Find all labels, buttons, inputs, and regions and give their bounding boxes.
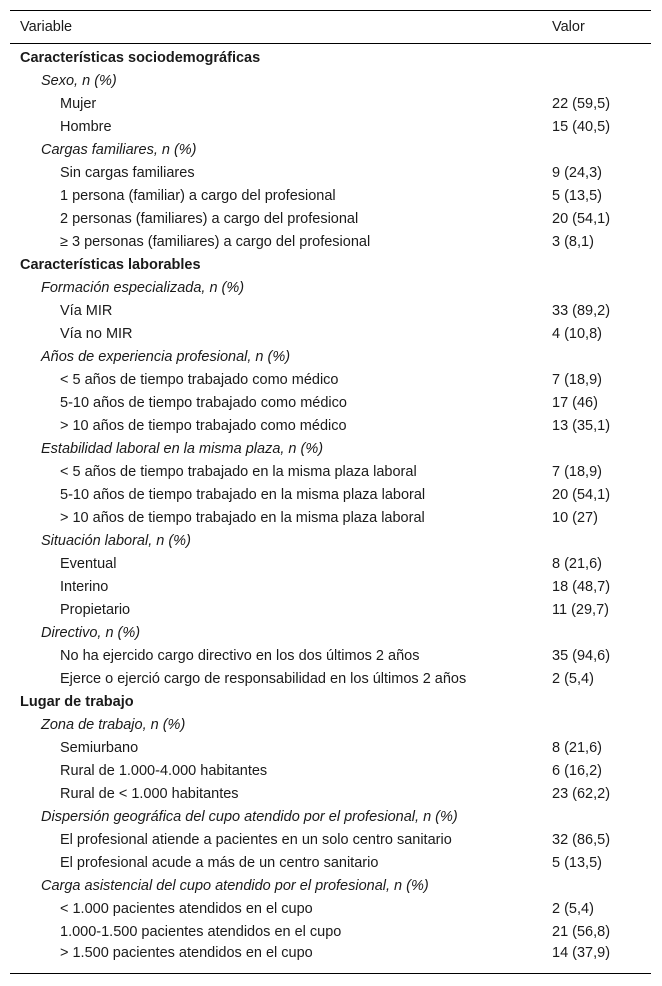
value-cell [552,690,651,713]
group-header-row [10,138,651,161]
variable-cell: 5-10 años de tiempo trabajado como médico [60,394,347,411]
section-header-row [10,690,651,713]
table-row [10,851,651,874]
value-cell: 2 (5,4) [552,670,594,687]
variable-cell: Situación laboral, n (%) [41,532,191,549]
variable-cell: Rural de < 1.000 habitantes [60,785,239,802]
variable-cell: > 10 años de tiempo trabajado como médico [60,417,347,434]
value-cell: 13 (35,1) [552,417,611,434]
value-cell: 33 (89,2) [552,302,611,319]
value-cell: 11 (29,7) [552,601,609,618]
group-header-row [10,69,651,92]
value-cell [552,437,651,460]
value-cell: 7 (18,9) [552,463,602,480]
table-row [10,598,651,621]
variable-cell: ≥ 3 personas (familiares) a cargo del profesional [60,233,371,250]
variable-cell: Propietario [60,601,131,618]
variable-cell: < 5 años de tiempo trabajado en la misma plaza laboral [60,463,417,480]
value-cell: 14 (37,9) [552,943,651,974]
value-cell: 3 (8,1) [552,233,594,250]
value-cell: 8 (21,6) [552,739,602,756]
value-cell: 18 (48,7) [552,578,611,595]
table-row [10,414,651,437]
variable-cell: Dispersión geográfica del cupo atendido por el profesional, n (%) [41,808,458,825]
value-cell: 15 (40,5) [552,118,611,135]
value-cell: 20 (54,1) [552,210,611,227]
variable-cell: Formación especializada, n (%) [41,279,245,296]
group-header-row [10,276,651,299]
table-row [10,828,651,851]
variable-cell: Sexo, n (%) [41,72,117,89]
table-header [10,11,651,44]
variable-cell: Características laborables [20,256,201,273]
variable-cell: Rural de 1.000-4.000 habitantes [60,762,268,779]
variable-cell: Vía MIR [60,302,113,319]
value-cell [552,253,651,276]
variable-cell: Zona de trabajo, n (%) [41,716,186,733]
group-header-row [10,713,651,736]
group-header-row [10,437,651,460]
value-cell [552,874,651,897]
table-row [10,897,651,920]
variable-cell: Cargas familiares, n (%) [41,141,197,158]
variable-cell: < 1.000 pacientes atendidos en el cupo [60,900,313,917]
table-row [10,184,651,207]
table-row [10,115,651,138]
table-row [10,506,651,529]
table-row [10,391,651,414]
table-row [10,575,651,598]
table-row [10,943,651,974]
variable-cell: Vía no MIR [60,325,133,342]
variable-cell: Carga asistencial del cupo atendido por el profesional, n (%) [41,877,429,894]
value-cell: 2 (5,4) [552,900,594,917]
column-header-valor: Valor [552,11,651,44]
header-row [10,11,651,44]
value-cell [552,529,651,552]
value-cell: 5 (13,5) [552,187,602,204]
value-cell: 10 (27) [552,509,598,526]
variable-cell: Lugar de trabajo [20,693,134,710]
table-row [10,667,651,690]
variable-cell: Hombre [60,118,112,135]
value-cell [552,621,651,644]
value-cell: 7 (18,9) [552,371,602,388]
variable-cell: Ejerce o ejerció cargo de responsabilidad en los últimos 2 años [60,670,467,687]
table-row [10,161,651,184]
variable-cell: 1.000-1.500 pacientes atendidos en el cupo [60,923,342,940]
table-row [10,207,651,230]
table-body [10,44,651,974]
variable-cell: Estabilidad laboral en la misma plaza, n (%) [41,440,324,457]
variable-cell: 1 persona (familiar) a cargo del profesional [60,187,336,204]
variable-cell: Interino [60,578,109,595]
variable-cell: Directivo, n (%) [41,624,141,641]
value-cell [552,69,651,92]
value-cell [552,44,651,70]
table-row [10,782,651,805]
variable-cell: Semiurbano [60,739,139,756]
table-row [10,552,651,575]
variable-cell: Características sociodemográficas [20,49,261,66]
table-row [10,230,651,253]
group-header-row [10,621,651,644]
variable-cell: 2 personas (familiares) a cargo del profesional [60,210,359,227]
group-header-row [10,529,651,552]
value-cell [552,713,651,736]
value-cell: 20 (54,1) [552,486,611,503]
value-cell: 8 (21,6) [552,555,602,572]
section-header-row [10,44,651,70]
value-cell: 21 (56,8) [552,923,611,940]
table-row [10,92,651,115]
variable-cell: El profesional acude a más de un centro sanitario [60,854,379,871]
value-cell [552,805,651,828]
variable-cell: Mujer [60,95,97,112]
value-cell: 5 (13,5) [552,854,602,871]
variable-cell: No ha ejercido cargo directivo en los dos últimos 2 años [60,647,420,664]
variable-cell: 5-10 años de tiempo trabajado en la misma plaza laboral [60,486,426,503]
table-row [10,460,651,483]
table-row [10,483,651,506]
value-cell: 9 (24,3) [552,164,602,181]
value-cell: 32 (86,5) [552,831,611,848]
table-row [10,920,651,943]
value-cell: 22 (59,5) [552,95,611,112]
value-cell: 35 (94,6) [552,647,611,664]
value-cell [552,138,651,161]
variable-cell: > 10 años de tiempo trabajado en la misma plaza laboral [60,509,425,526]
group-header-row [10,345,651,368]
table-row [10,736,651,759]
table-row [10,759,651,782]
variable-cell: Eventual [60,555,117,572]
table-row [10,299,651,322]
value-cell: 23 (62,2) [552,785,611,802]
table-row [10,644,651,667]
table-row [10,368,651,391]
variable-cell: Sin cargas familiares [60,164,195,181]
value-cell: 6 (16,2) [552,762,602,779]
table-row [10,322,651,345]
group-header-row [10,805,651,828]
variable-cell: > 1.500 pacientes atendidos en el cupo [10,943,552,974]
value-cell [552,345,651,368]
group-header-row [10,874,651,897]
variable-cell: Años de experiencia profesional, n (%) [41,348,291,365]
data-table-container [10,10,651,974]
value-cell: 4 (10,8) [552,325,602,342]
variable-cell: < 5 años de tiempo trabajado como médico [60,371,339,388]
value-cell: 17 (46) [552,394,598,411]
column-header-variable: Variable [10,11,552,44]
section-header-row [10,253,651,276]
variable-cell: El profesional atiende a pacientes en un solo centro sanitario [60,831,452,848]
characteristics-table [10,10,651,974]
value-cell [552,276,651,299]
